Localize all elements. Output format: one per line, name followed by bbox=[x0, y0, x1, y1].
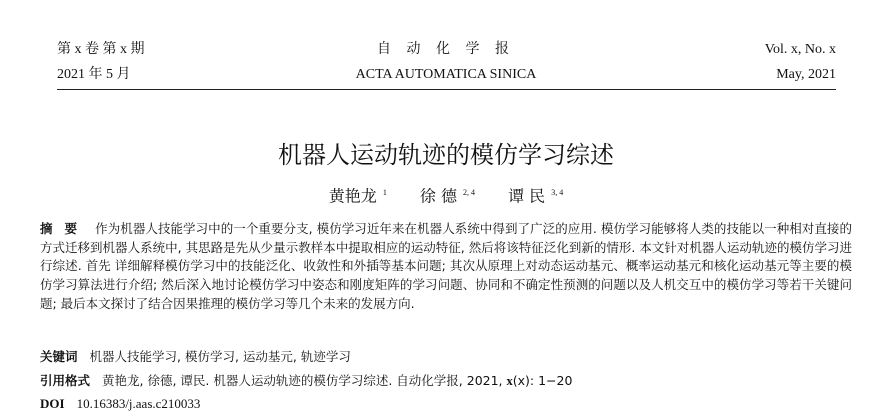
doi-link[interactable]: 10.16383/j.aas.c210033 bbox=[76, 396, 201, 411]
author-name: 徐 德 bbox=[419, 186, 457, 206]
doi-label: DOI bbox=[40, 396, 65, 411]
volume-number-en: Vol. x, No. x bbox=[764, 42, 836, 57]
abstract bbox=[40, 220, 852, 314]
header-divider bbox=[57, 89, 836, 90]
author-2 bbox=[420, 183, 475, 206]
keywords bbox=[40, 349, 351, 365]
abstract-text: 作为机器人技能学习中的一个重要分支, 模仿学习近年来在机器人系统中得到了广泛的应用. 模仿学习能够将人类的技能以一种相对直接的方式迁移到机器人系统中, 其思路是先从少量示教样本中提取相应的运动特征, 然后将该特征泛化到新的情形. 本文针对机器人运动轨迹的模仿学习进行综述. 首先 详细解释模仿学习中的技能泛化、收敛性和外插等基本问题; 其次从原理上对动态运动基元、概率运动基元和核化运动基元等主要的模仿学习算法进行介绍; 然后深入地讨论模仿学习中姿态和刚度矩阵的学习问题、协同和不确定性预测的问题以及人机交互中的模仿学习等若干关键问题; 最后本文探讨了结合因果推理的模仿学习等几个未来的发展方向. bbox=[40, 221, 852, 311]
author-3 bbox=[508, 183, 563, 206]
author-name: 谭 民 bbox=[508, 186, 546, 206]
journal-name-en: ACTA AUTOMATICA SINICA bbox=[355, 67, 537, 82]
abstract-label: 摘要 bbox=[40, 221, 90, 236]
citation-text: 黄艳龙, 徐德, 谭民. 机器人运动轨迹的模仿学习综述. 自动化学报, 2021, bbox=[102, 373, 507, 388]
citation-volume: x bbox=[506, 374, 513, 388]
author-affiliation: 3, 4 bbox=[551, 188, 564, 197]
citation-label: 引用格式 bbox=[40, 373, 91, 388]
citation bbox=[40, 373, 572, 389]
publication-date-cn: 2021 年 5 月 bbox=[57, 67, 131, 82]
journal-name-cn: 自 动 化 学 报 bbox=[377, 42, 515, 57]
doi bbox=[40, 396, 200, 412]
author-1 bbox=[329, 183, 387, 206]
keywords-label: 关键词 bbox=[40, 349, 78, 364]
publication-date-en: May, 2021 bbox=[776, 67, 836, 82]
issue-number-cn: 第 x 卷 第 x 期 bbox=[57, 42, 145, 57]
author-name: 黄艳龙 bbox=[328, 186, 377, 206]
author-list bbox=[0, 183, 892, 206]
keywords-text: 机器人技能学习, 模仿学习, 运动基元, 轨迹学习 bbox=[89, 349, 351, 364]
paper-title: 机器人运动轨迹的模仿学习综述 bbox=[278, 141, 614, 169]
citation-pages: (x): 1−20 bbox=[512, 373, 573, 388]
author-affiliation: 1 bbox=[382, 188, 387, 197]
author-affiliation: 2, 4 bbox=[463, 188, 475, 197]
